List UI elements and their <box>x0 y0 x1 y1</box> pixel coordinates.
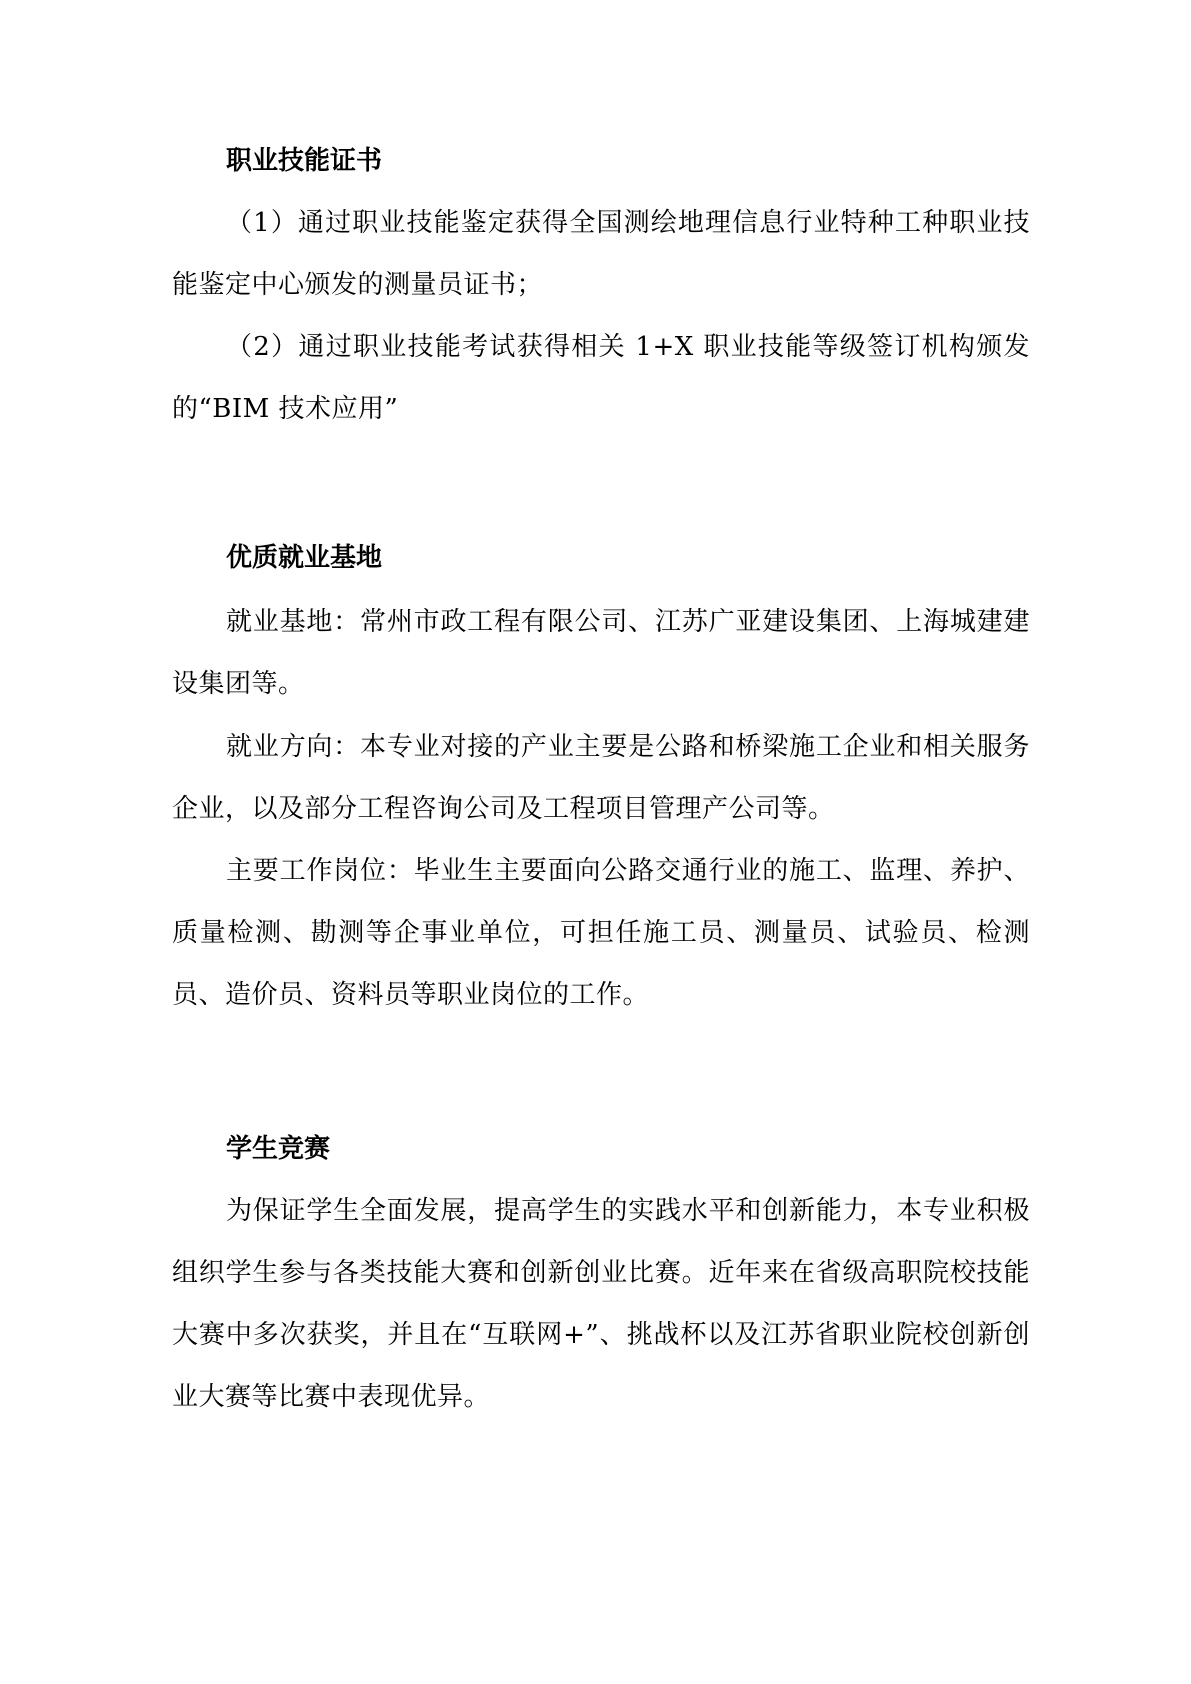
paragraph-employment-direction: 就业方向：本专业对接的产业主要是公路和桥梁施工企业和相关服务企业，以及部分工程咨询公司及工程项目管理产公司等。 <box>172 732 1030 824</box>
section-title-certificates: 职业技能证书 <box>226 146 383 176</box>
paragraph-employment-base: 就业基地：常州市政工程有限公司、江苏广亚建设集团、上海城建建设集团等。 <box>172 607 1030 699</box>
paragraph-certificate-2: （2）通过职业技能考试获得相关 1+X 职业技能等级签订机构颁发的“BIM 技术应用” <box>172 332 1030 424</box>
section-title-employment-base: 优质就业基地 <box>226 543 383 573</box>
section-title-competitions: 学生竞赛 <box>226 1134 331 1164</box>
paragraph-competitions: 为保证学生全面发展，提高学生的实践水平和创新能力，本专业积极组织学生参与各类技能大赛和创新创业比赛。近年来在省级高职院校技能大赛中多次获奖，并且在“互联网+”、挑战杯以及江苏省职业院校创新创业大赛等比赛中表现优异。 <box>172 1196 1030 1412</box>
paragraph-certificate-1: （1）通过职业技能鉴定获得全国测绘地理信息行业特种工种职业技能鉴定中心颁发的测量员证书； <box>172 208 1030 300</box>
paragraph-job-positions: 主要工作岗位：毕业生主要面向公路交通行业的施工、监理、养护、质量检测、勘测等企事业单位，可担任施工员、测量员、试验员、检测员、造价员、资料员等职业岗位的工作。 <box>172 856 1030 1010</box>
